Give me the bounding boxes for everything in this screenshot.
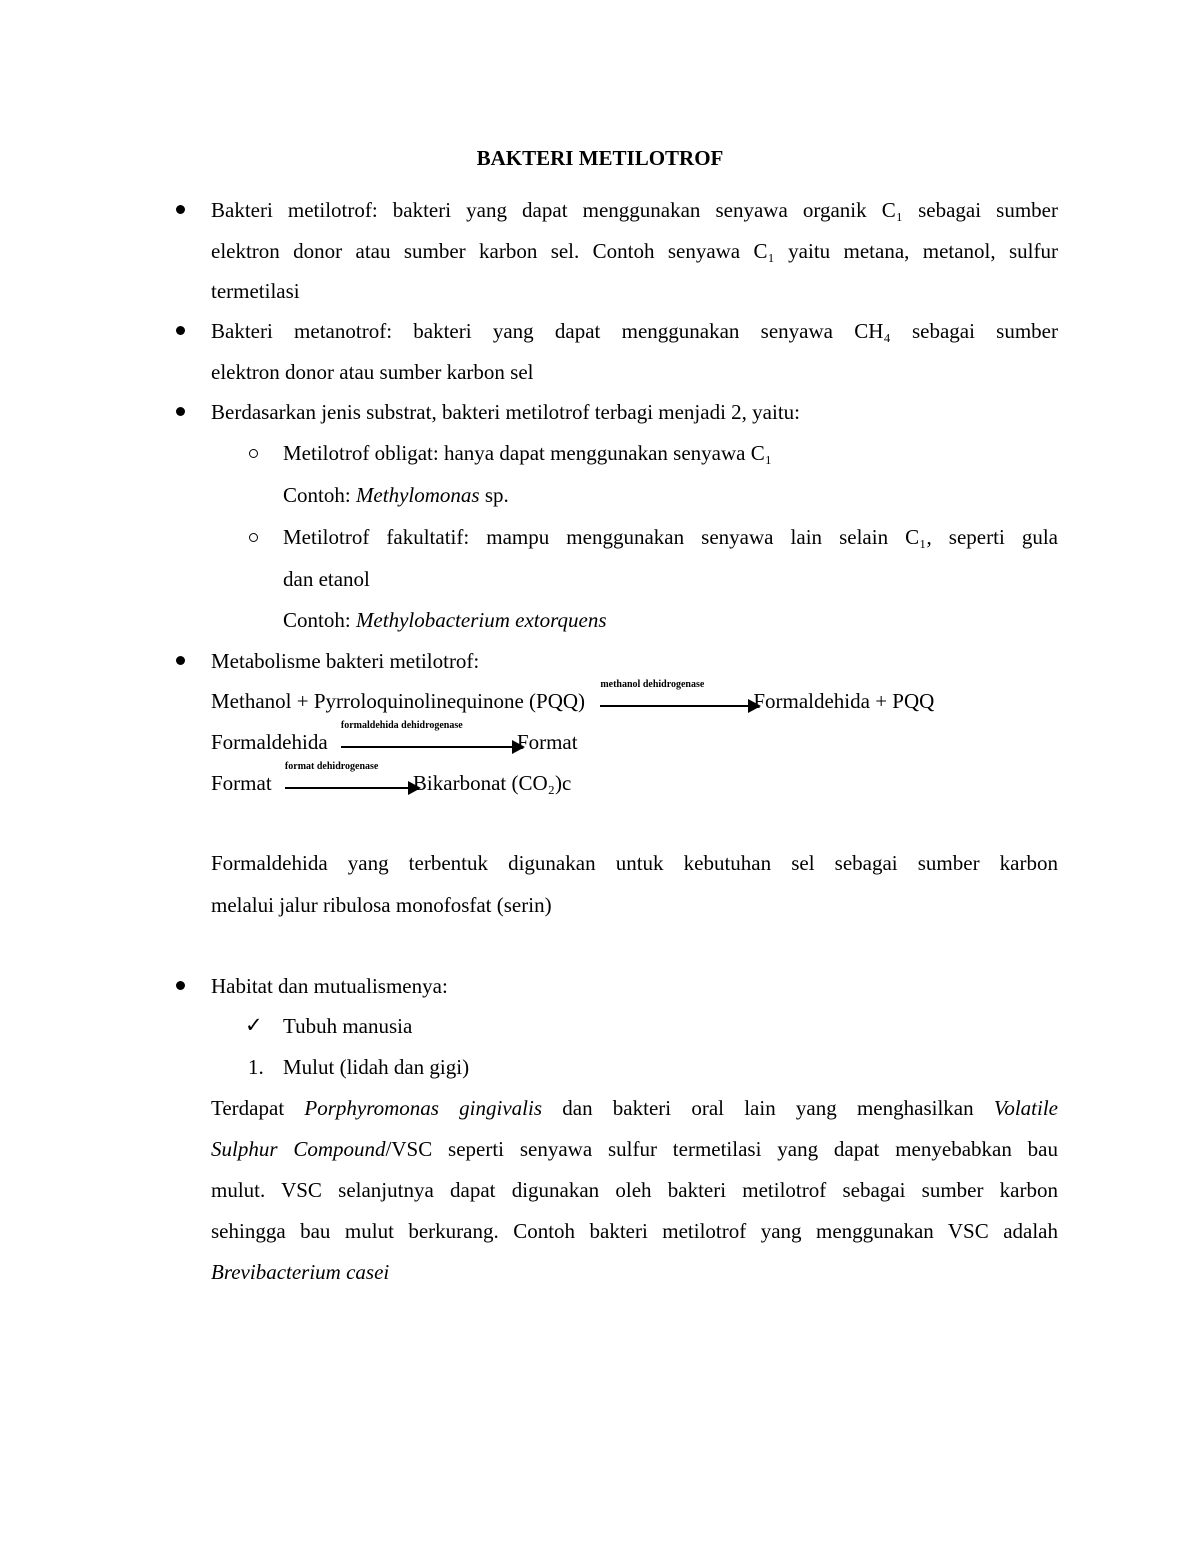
- bullet-icon: [176, 407, 185, 416]
- sub2-line2: dan etanol: [283, 567, 370, 591]
- habitat-paragraph-line4: sehingga bau mulut berkurang. Contoh bakteri metilotrof yang menggunakan VSC adalah: [211, 1219, 1058, 1243]
- checkmark-icon: ✓: [245, 1013, 263, 1037]
- bullet1-line3: termetilasi: [211, 279, 300, 303]
- arrow-icon: [748, 699, 761, 713]
- sub1-text: Metilotrof obligat: hanya dapat menggunakan senyawa C₁: [283, 441, 773, 465]
- bullet-icon: [176, 981, 185, 990]
- bullet-icon: [176, 326, 185, 335]
- check-item: Tubuh manusia: [283, 1014, 413, 1038]
- sub1-example: Contoh: Methylomonas sp.: [283, 483, 509, 507]
- bullet1-line1: Bakteri metilotrof: bakteri yang dapat menggunakan senyawa organik C₁ sebagai sumber: [211, 198, 1058, 222]
- bullet-icon: [176, 656, 185, 665]
- numbered-item: Mulut (lidah dan gigi): [283, 1055, 470, 1079]
- reaction-arrow: format dehidrogenase: [285, 768, 421, 798]
- habitat-paragraph-line1: Terdapat Porphyromonas gingivalis dan bakteri oral lain yang menghasilkan Volatile: [211, 1096, 1059, 1120]
- reaction-3: Format format dehidrogenase Bikarbonat (CO₂)c: [211, 768, 571, 798]
- metabolism-paragraph-line1: Formaldehida yang terbentuk digunakan untuk kebutuhan sel sebagai sumber karbon: [211, 851, 1058, 875]
- bullet5-line1: Habitat dan mutualismenya:: [211, 974, 448, 998]
- habitat-paragraph-line5: Brevibacterium casei: [211, 1260, 390, 1284]
- circle-bullet-icon: [249, 533, 258, 542]
- page-title: BAKTERI METILOTROF: [476, 146, 724, 170]
- sub2-example: Contoh: Methylobacterium extorquens: [283, 608, 607, 632]
- bullet4-line1: Metabolisme bakteri metilotrof:: [211, 649, 480, 673]
- metabolism-paragraph-line2: melalui jalur ribulosa monofosfat (serin): [211, 893, 552, 917]
- bullet3-line1: Berdasarkan jenis substrat, bakteri metilotrof terbagi menjadi 2, yaitu:: [211, 400, 800, 424]
- reaction-arrow: formaldehida dehidrogenase: [341, 727, 525, 757]
- reaction-2: Formaldehida formaldehida dehidrogenase Format: [211, 727, 578, 757]
- reaction-1: Methanol + Pyrroloquinolinequinone (PQQ) methanol dehidrogenase Formaldehida + PQQ: [211, 686, 934, 716]
- bullet1-line2: elektron donor atau sumber karbon sel. Contoh senyawa C₁ yaitu metana, metanol, sulfur: [211, 239, 1058, 263]
- bullet-icon: [176, 205, 185, 214]
- bullet2-line1: Bakteri metanotrof: bakteri yang dapat menggunakan senyawa CH₄ sebagai sumber: [211, 319, 1058, 343]
- list-number: 1.: [248, 1055, 264, 1079]
- arrow-icon: [512, 740, 525, 754]
- circle-bullet-icon: [249, 449, 258, 458]
- bullet2-line2: elektron donor atau sumber karbon sel: [211, 360, 534, 384]
- sub2-line1: Metilotrof fakultatif: mampu menggunakan senyawa lain selain C₁, seperti gula: [283, 525, 1058, 549]
- habitat-paragraph-line2: Sulphur Compound/VSC seperti senyawa sulfur termetilasi yang dapat menyebabkan bau: [211, 1137, 1058, 1161]
- habitat-paragraph-line3: mulut. VSC selanjutnya dapat digunakan oleh bakteri metilotrof sebagai sumber karbon: [211, 1178, 1058, 1202]
- reaction-arrow: methanol dehidrogenase: [600, 686, 761, 716]
- arrow-icon: [408, 781, 421, 795]
